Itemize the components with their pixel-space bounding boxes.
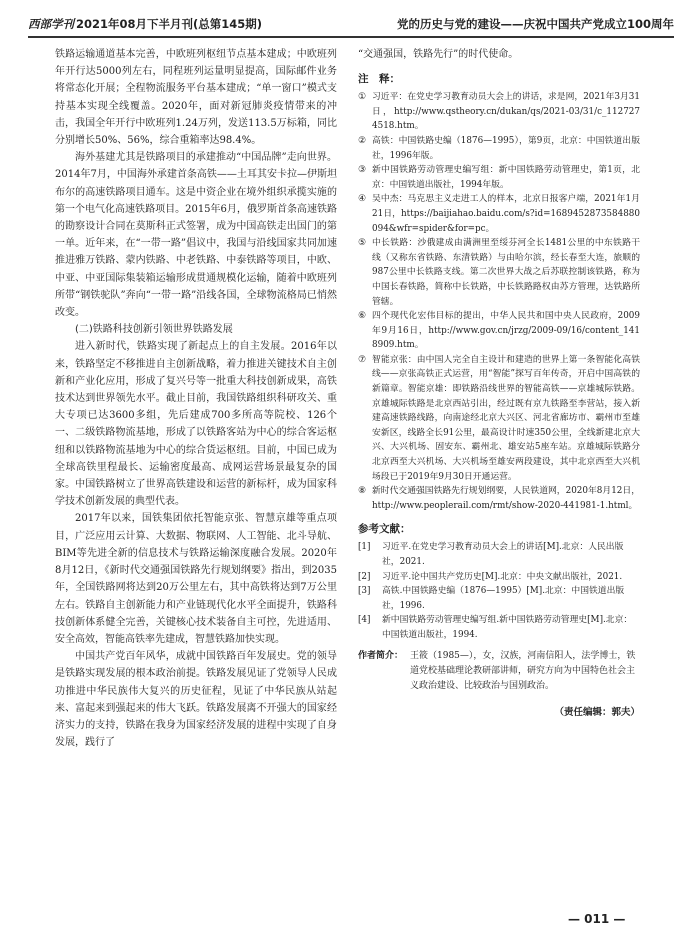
reference-item: [1] 习近平.在党史学习教育动员大会上的讲话[M].北京：人民出版社，2021. xyxy=(358,542,624,568)
reference-item: [4] 新中国铁路劳动管理史编写组.新中国铁路劳动管理史[M].北京：中国铁道出版社，1994. xyxy=(358,615,633,640)
note-item: ③ 新中国铁路劳动管理史编写组：新中国铁路劳动管理史，第1页，北京：中国铁道出版社，1994年版。 xyxy=(358,165,640,190)
references-heading: 参考文献： xyxy=(358,523,411,536)
body-paragraph: 进入新时代，铁路实现了新起点上的自主发展。2016年以来，铁路坚定不移推进自主创新战略，着力推进关键技术自主创新和产业化应用，形成了复兴号等一批重大科技创新成果，高铁技术达到世界领先水平。截止目前，我国铁路组织科研攻关、重大专项已达3600多组，先后建成700多所高等院校、126个一、二级铁路物流基地，形成了以铁路客站为中心的综合客运枢纽和以铁路物流基地为中心的综合货运枢纽。目前，中国已成为全球高铁里程最长、运输密度最高、成网运营场景最复杂的国家。中国铁路树立了世界高铁建设和运营的新标杆，成为国家科学技术创新发展的典型代表。 xyxy=(55,341,337,508)
left-column xyxy=(55,46,337,751)
body-paragraph: “交通强国，铁路先行”的时代使命。 xyxy=(358,49,519,60)
author-label: 作者简介： xyxy=(358,650,404,661)
responsible-editor: （责任编辑：郭夫） xyxy=(554,706,640,718)
reference-item: [2] 习近平.论中国共产党历史[M].北京：中央文献出版社，2021. xyxy=(358,571,623,582)
note-item: ④ 吴中杰：马克思主义走进工人的样本，北京日报客户端，2021年1月21日，https://baijiahao.baidu.com/s?id=1689452873584880094&wfr=spider&for=pc。 xyxy=(358,194,640,234)
note-item: ② 高铁：中国铁路史编（1876—1995），第9页，北京：中国铁道出版社，1996年版。 xyxy=(358,135,640,161)
page-header xyxy=(28,14,674,38)
notes-list xyxy=(358,90,640,513)
note-item: ⑦ 智能京张：由中国人完全自主设计和建造的世界上第一条智能化高铁线——京张高铁正式运营，用“智能”探写百年传奇，开启中国高铁的新篇章。智能京雄：即铁路沿线世界的智能高铁——京雄城际铁路。京雄城际铁路是北京西站引出，经过既有京九铁路至李营站，接入新建高速铁路线路，向南途经北京大兴区、河北省廊坊市、霸州市至雄安新区，线路全长91公里，最高设计时速350公里，全线新建北京大兴、大兴机场、固安东、霸州北、雄安站5座车站。京雄城际铁路分北京西至大兴机场、大兴机场至雄安两段建设，其中北京西至大兴机场段已于2019年9月30日开通运营。 xyxy=(358,354,640,482)
references-list xyxy=(358,540,640,642)
section-title: 党的历史与党的建设——庆祝中国共产党成立100周年 xyxy=(396,17,674,31)
reference-item: [3] 高铁.中国铁路史编（1876—1995）[M].北京：中国铁道出版社，1996. xyxy=(358,586,625,611)
body-paragraph: 2017年以来，国铁集团依托智能京张、智慧京雄等重点项目，广泛应用云计算、大数据、物联网、人工智能、北斗导航、BIM等先进全新的信息技术与铁路运输深度融合发展。2020年8月12日，《新时代交通强国铁路先行规划纲要》指出，到2035年，全国铁路网将达到20万公里左右，其中高铁将达到7万公里左右。铁路自主创新能力和产业链现代化水平全面提升，铁路科技创新体系健全完善，关键核心技术装备自主可控，先进适用、安全高效，智能高铁率先建成，智慧铁路加快实现。 xyxy=(55,513,337,645)
right-column xyxy=(358,46,640,718)
note-item: ① 习近平：在党史学习教育动员大会上的讲话，求是网，2021年3月31日，http://www.qstheory.cn/dukan/qs/2021-03/31/c_1127274518.htm。 xyxy=(358,92,640,132)
page-number: — 011 — xyxy=(568,912,626,926)
body-paragraph: 海外基建尤其是铁路项目的承建推动“中国品牌”走向世界。2014年7月，中国海外承建首条高铁——土耳其安卡拉—伊斯坦布尔的高速铁路项目通车。这是中资企业在境外组织承揽实施的第一个电气化高速铁路项目。2015年6月，俄罗斯首条高速铁路的勘察设计合同在莫斯科正式签署，成为中国高铁走出国门的第一单。近年来，在“一带一路”倡议中，我国与沿线国家共同加速推进雅万铁路、蒙内铁路、中老铁路、中泰铁路等项目，中欧、中亚、中亚国际集装箱运输形成贯通规模化运输，随着中欧班列所带“钢铁驼队”奔向“一带一路”沿线各国，全球物流格局已悄然改变。 xyxy=(55,152,337,319)
author-bio xyxy=(358,649,640,694)
note-item: ⑥ 四个现代化宏伟目标的提出，中华人民共和国中央人民政府，2009年9月16日，http://www.gov.cn/jrzg/2009-09/16/content_1418909.htm。 xyxy=(358,311,640,351)
journal-logo: 西部学刊 xyxy=(28,17,74,31)
author-text: 王筱（1985—），女，汉族，河南信阳人，法学博士，铁道党校基础理论教研部讲师，研究方向为中国特色社会主义政治建设、比较政治与国别政治。 xyxy=(410,650,636,691)
note-item: ⑤ 中长铁路：沙俄建成由满洲里至绥芬河全长1481公里的中东铁路干线（又称东省铁路、东清铁路）与由哈尔滨，经长春至大连，旅顺的987公里中长铁路支线。第二次世界大战之后苏联控制该铁路，称为中国长春铁路，简称中长铁路，中长铁路路权由苏方管理，达铁路所管辖。 xyxy=(358,238,640,307)
notes-heading: 注 释： xyxy=(358,73,400,86)
note-item: ⑧ 新时代交通强国铁路先行规划纲要，人民铁道网，2020年8月12日，http://www.peoplerail.com/rmt/show-2020-441981-1.html。 xyxy=(358,486,640,511)
body-paragraph: 中国共产党百年风华，成就中国铁路百年发展史。党的领导是铁路实现发展的根本政治前提。铁路发展见证了党领导人民成功推进中华民族伟大复兴的历史征程，见证了中华民族从站起来、富起来到强起来的伟大飞跃。铁路发展离不开强大的国家经济实力的支持，铁路在我身为国家经济发展的进程中实现了自身发展，践行了 xyxy=(55,651,337,749)
journal-info xyxy=(28,16,262,32)
issue-info: 2021年08月下半月刊(总第145期) xyxy=(76,17,263,31)
subsection-heading: (二)铁路科技创新引领世界铁路发展 xyxy=(75,324,233,336)
body-paragraph: 铁路运输通道基本完善，中欧班列枢纽节点基本建成；中欧班列年开行达5000列左右，同程班列运量明显提高，国际邮件业务将常态化开展；全程物流服务平台基本建成；“单一窗口”模式支持基本实现全线覆盖。2020年，面对新冠肺炎疫情带来的冲击，我国全年开行中欧班列1.24万列，发送113.5万标箱，同比分别增长50%、56%，综合重箱率达98.4%。 xyxy=(55,49,337,147)
